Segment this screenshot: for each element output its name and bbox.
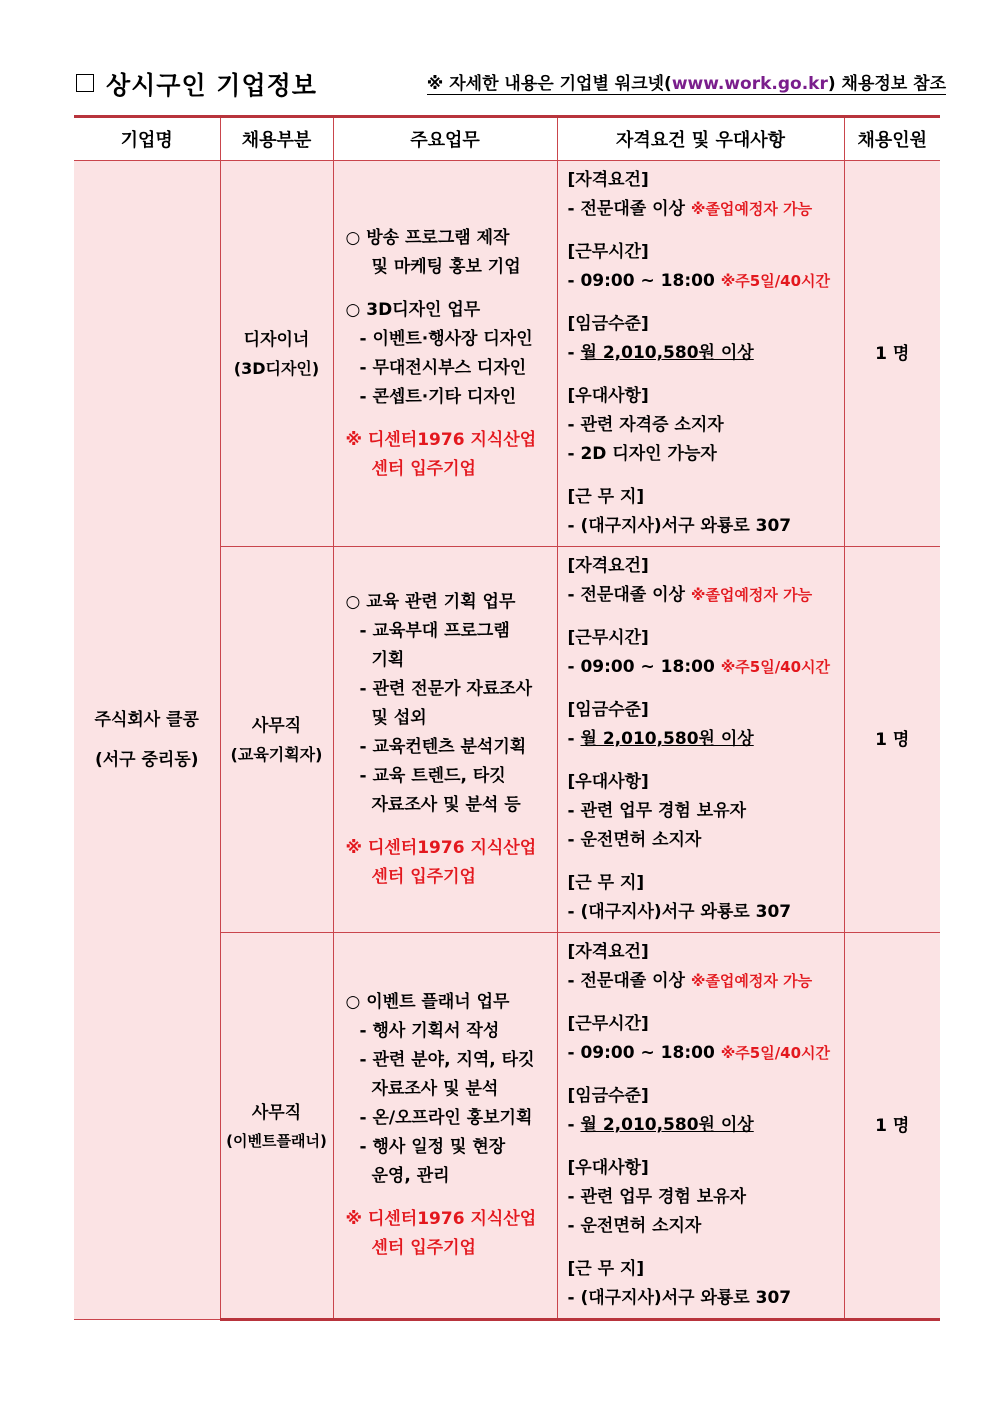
center-note: ※ 디센터1976 지식산업: [345, 1209, 537, 1229]
duty-cell: ○ 이벤트 플래너 업무 - 행사 기획서 작성 - 관련 분야, 지역, 타깃 자료조사 및 분석 - 온/오프라인 홍보기획 - 행사 일정 및 현장 운영, 관리 ※ 디센터1976 지식산업 센터 입주기업: [333, 933, 557, 1320]
part-cell: [220, 161, 333, 547]
col-part: 채용부분: [220, 117, 333, 161]
col-qualification: 자격요건 및 우대사항: [557, 117, 844, 161]
count-cell: 1 명: [844, 547, 940, 933]
qualification-cell: [자격요건] - 전문대졸 이상 ※졸업예정자 가능 [근무시간] - 09:00 ~ 18:00 ※주5일/40시간 [임금수준] - 월 2,010,580원 이상 [우대사항] - 관련 업무 경험 보유자 - 운전면허 소지자 [근 무 지] - (대구지사)서구 와룡로 307: [557, 547, 844, 933]
company-location: (서구 중리동): [94, 750, 199, 770]
worknet-link[interactable]: www.work.go.kr: [671, 74, 828, 94]
part-title: 사무직: [251, 715, 302, 736]
part-subtitle: (3D디자인): [233, 358, 320, 378]
table-header-row: [74, 117, 940, 161]
duty-cell: ○ 교육 관련 기획 업무 - 교육부대 프로그램 기획 - 관련 전문가 자료조사 및 섭외 - 교육컨텐츠 분석기획 - 교육 트렌드, 타깃 자료조사 및 분석 등 ※ 디센터1976 지식산업 센터 입주기업: [333, 547, 557, 933]
part-cell: [220, 547, 333, 933]
part-cell: [220, 933, 333, 1320]
col-count: 채용인원: [844, 117, 940, 161]
reference-note: ※ 자세한 내용은 기업별 워크넷(www.work.go.kr) 채용정보 참조: [426, 74, 946, 94]
duty-cell: ○ 방송 프로그램 제작 및 마케팅 홍보 기업 ○ 3D디자인 업무 - 이벤트·행사장 디자인 - 무대전시부스 디자인 - 콘셉트·기타 디자인 ※ 디센터1976 지식산업 센터 입주기업: [333, 161, 557, 547]
checkbox-square-icon: [76, 74, 94, 92]
page-title: [76, 66, 317, 102]
center-note: ※ 디센터1976 지식산업: [345, 837, 537, 858]
part-subtitle: (이벤트플래너): [226, 1131, 327, 1150]
page-header: [76, 64, 946, 104]
company-cell: [74, 161, 220, 1320]
col-duty: 주요업무: [333, 117, 557, 161]
part-subtitle: (교육기획자): [230, 744, 323, 764]
part-title: 디자이너: [243, 329, 310, 350]
company-name: 주식회사 클콩: [94, 710, 199, 730]
count-cell: 1 명: [844, 933, 940, 1320]
count-cell: 1 명: [844, 161, 940, 547]
job-table: [74, 115, 940, 1321]
part-title: 사무직: [251, 1102, 302, 1123]
center-note: ※ 디센터1976 지식산업: [345, 429, 537, 450]
col-company: 기업명: [74, 117, 220, 161]
qualification-cell: [자격요건] - 전문대졸 이상 ※졸업예정자 가능 [근무시간] - 09:00 ~ 18:00 ※주5일/40시간 [임금수준] - 월 2,010,580원 이상 [우대사항] - 관련 업무 경험 보유자 - 운전면허 소지자 [근 무 지] - (대구지사)서구 와룡로 307: [557, 933, 844, 1320]
table-row: [74, 161, 940, 547]
qualification-cell: [자격요건] - 전문대졸 이상 ※졸업예정자 가능 [근무시간] - 09:00 ~ 18:00 ※주5일/40시간 [임금수준] - 월 2,010,580원 이상 [우대사항] - 관련 자격증 소지자 - 2D 디자인 가능자 [근 무 지] - (대구지사)서구 와룡로 307: [557, 161, 844, 547]
page-title-text: 상시구인 기업정보: [106, 71, 317, 100]
